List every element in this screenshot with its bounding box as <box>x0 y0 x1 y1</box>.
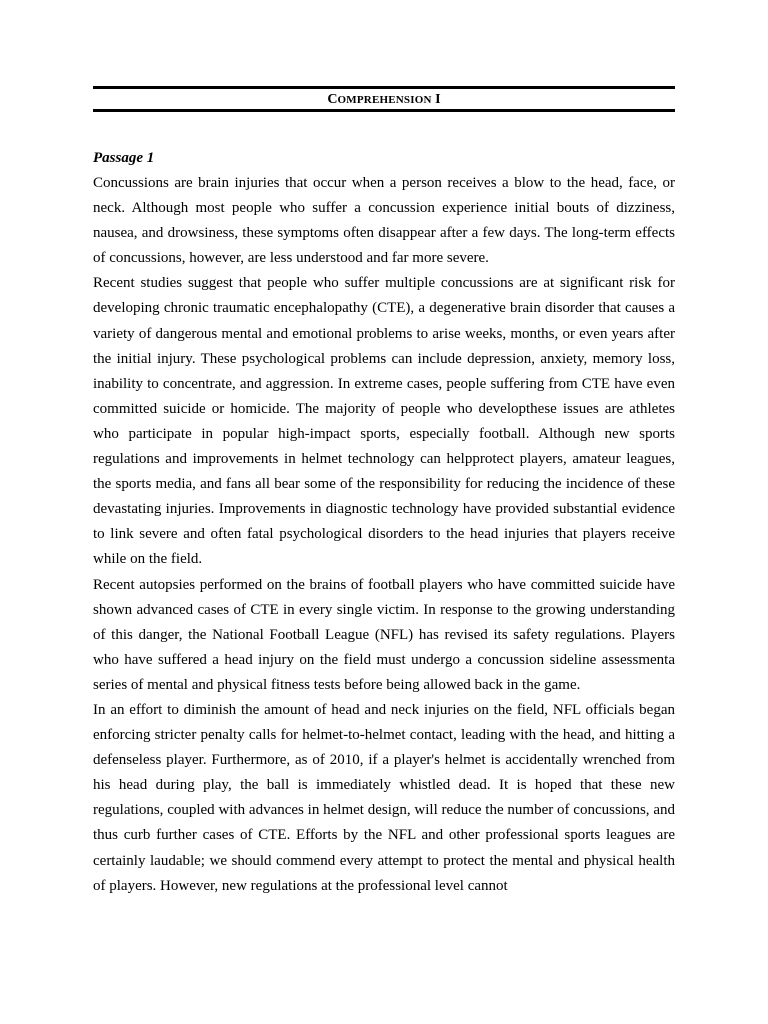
document-page <box>93 86 675 899</box>
passage-label: Passage 1 <box>93 150 155 166</box>
header-rule-bottom <box>93 109 675 112</box>
section-title-suffix: I <box>431 92 441 107</box>
passage-paragraph-3: Recent autopsies performed on the brains of football players who have committed suicide have shown advanced cases of CTE in every single victim. In response to the growing understanding of this danger, the National Football League (NFL) has revised its safety regulations. Players who have suffered a head injury on the field must undergo a concussion sideline assessmenta series of mental and physical fitness tests before being allowed back in the game. <box>93 576 675 693</box>
passage-paragraph-4: In an effort to diminish the amount of head and neck injuries on the field, NFL officials began enforcing stricter penalty calls for helmet-to-helmet contact, leading with the head, and hitting a defenseless player. Furthermore, as of 2010, if a player's helmet is accidentally wrenched from his head during play, the ball is immediately whistled dead. It is hoped that these new regulations, coupled with advances in helmet design, will reduce the number of concussions, and thus curb further cases of CTE. Efforts by the NFL and other professional sports leagues are certainly laudable; we should commend every attempt to protect the mental and physical health of players. However, new regulations at the professional level cannot <box>93 701 675 894</box>
passage-paragraph-1: Concussions are brain injuries that occur when a person receives a blow to the head, face, or neck. Although most people who suffer a concussion experience initial bouts of dizziness, nausea, and drowsiness, these symptoms often disappear after a few days. The long-term effects of concussions, however, are less understood and far more severe. <box>93 175 675 267</box>
section-title <box>93 89 675 109</box>
passage-paragraph-2: Recent studies suggest that people who suffer multiple concussions are at significant risk for developing chronic traumatic encephalopathy (CTE), a degenerative brain disorder that causes a variety of dangerous mental and emotional problems to arise weeks, months, or even years after the initial injury. These psychological problems can include depression, anxiety, memory loss, inability to concentrate, and aggression. In extreme cases, people suffering from CTE have even committed suicide or homicide. The majority of people who developthese issues are athletes who participate in popular high-impact sports, especially football. Although new sports regulations and improvements in helmet technology can helpprotect players, amateur leagues, the sports media, and fans all bear some of the responsibility for reducing the incidence of these devastating injuries. Improvements in diagnostic technology have provided substantial evidence to link severe and often fatal psychological disorders to the head injuries that players receive while on the field. <box>93 275 675 568</box>
section-title-rest: OMPREHENSION <box>337 94 432 106</box>
section-title-initial: C <box>327 92 338 107</box>
